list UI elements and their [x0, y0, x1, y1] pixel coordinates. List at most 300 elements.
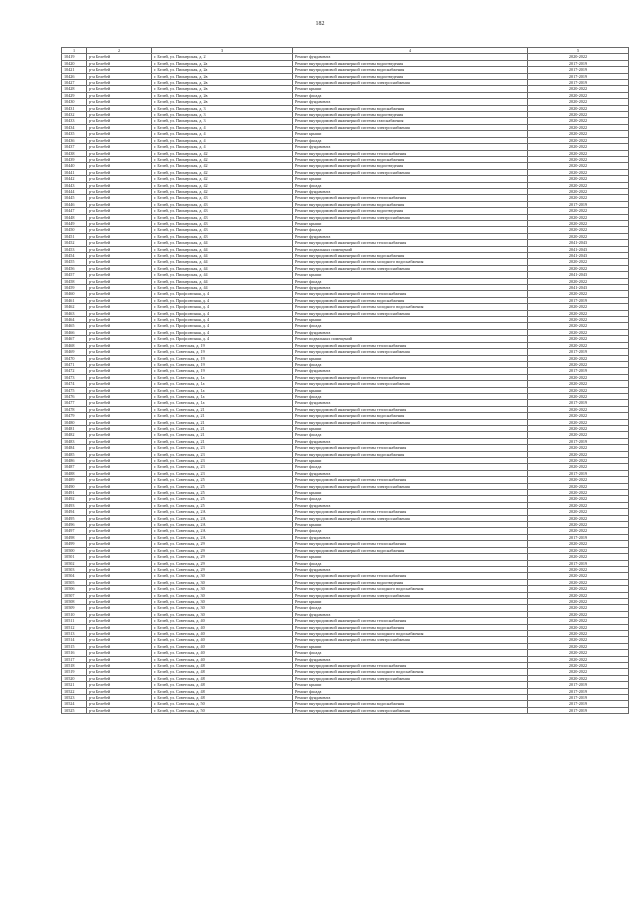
address-cell: г. Белей, ул. Пионерская, д. 43: [152, 220, 293, 226]
period-cell: 2020-2022: [528, 393, 629, 399]
row-number-cell: 10453: [62, 246, 87, 252]
row-number-cell: 10486: [62, 458, 87, 464]
address-cell: г. Белей, ул. Советская, д. 21: [152, 406, 293, 412]
table-row: [62, 707, 629, 713]
row-number-cell: 10443: [62, 182, 87, 188]
address-cell: г. Белей, ул. Советская, д. 40: [152, 643, 293, 649]
district-cell: р-н Белебей: [87, 650, 152, 656]
period-cell: 2017-2019: [528, 400, 629, 406]
row-number-cell: 10428: [62, 86, 87, 92]
district-cell: р-н Белебей: [87, 675, 152, 681]
row-number-cell: 10480: [62, 419, 87, 425]
district-cell: р-н Белебей: [87, 541, 152, 547]
district-cell: р-н Белебей: [87, 515, 152, 521]
address-cell: г. Белей, ул. Советская, д. 21: [152, 432, 293, 438]
row-number-cell: 10467: [62, 336, 87, 342]
header-col-1: 1: [62, 48, 87, 54]
address-cell: г. Белей, ул. Профсоюзная, д. 4: [152, 291, 293, 297]
row-number-cell: 10521: [62, 682, 87, 688]
district-cell: р-н Белебей: [87, 573, 152, 579]
period-cell: 2017-2019: [528, 688, 629, 694]
work-type-cell: Ремонт внутридомовой инженерной системы теплоснабжения: [293, 342, 528, 348]
address-cell: г. Белей, ул. Пионерская, д. 43: [152, 195, 293, 201]
district-cell: р-н Белебей: [87, 323, 152, 329]
row-number-cell: 10479: [62, 413, 87, 419]
address-cell: г. Белей, ул. Советская, д. 30: [152, 579, 293, 585]
district-cell: р-н Белебей: [87, 124, 152, 130]
address-cell: г. Белей, ул. Профсоюзная, д. 4: [152, 304, 293, 310]
work-type-cell: Ремонт фундамента: [293, 566, 528, 572]
table-body: [62, 48, 629, 714]
period-cell: 2020-2022: [528, 227, 629, 233]
period-cell: 2020-2022: [528, 675, 629, 681]
work-type-cell: Ремонт фасада: [293, 227, 528, 233]
district-cell: р-н Белебей: [87, 605, 152, 611]
work-type-cell: Ремонт фундамента: [293, 611, 528, 617]
row-number-cell: 10447: [62, 208, 87, 214]
row-number-cell: 10513: [62, 630, 87, 636]
district-cell: р-н Белебей: [87, 310, 152, 316]
period-cell: 2020-2022: [528, 541, 629, 547]
row-number-cell: 10420: [62, 60, 87, 66]
row-number-cell: 10461: [62, 297, 87, 303]
period-cell: 2020-2022: [528, 86, 629, 92]
period-cell: 2017-2019: [528, 438, 629, 444]
address-cell: г. Белей, ул. Советская, д. 1а: [152, 374, 293, 380]
district-cell: р-н Белебей: [87, 285, 152, 291]
district-cell: р-н Белебей: [87, 73, 152, 79]
row-number-cell: 10464: [62, 317, 87, 323]
period-cell: 2020-2022: [528, 419, 629, 425]
work-type-cell: Ремонт фасада: [293, 496, 528, 502]
address-cell: г. Белей, ул. Пионерская, д. 43: [152, 233, 293, 239]
work-type-cell: Ремонт фасада: [293, 323, 528, 329]
district-cell: р-н Белебей: [87, 682, 152, 688]
district-cell: р-н Белебей: [87, 131, 152, 137]
period-cell: 2020-2022: [528, 291, 629, 297]
work-type-cell: Ремонт фасада: [293, 432, 528, 438]
period-cell: 2020-2022: [528, 509, 629, 515]
row-number-cell: 10524: [62, 701, 87, 707]
row-number-cell: 10507: [62, 592, 87, 598]
period-cell: 2017-2019: [528, 201, 629, 207]
period-cell: 2020-2022: [528, 656, 629, 662]
work-type-cell: Ремонт крыши: [293, 387, 528, 393]
address-cell: г. Белей, ул. Пионерская, д. 2в: [152, 73, 293, 79]
district-cell: р-н Белебей: [87, 566, 152, 572]
work-type-cell: Ремонт фундамента: [293, 438, 528, 444]
address-cell: г. Белей, ул. Пионерская, д. 42: [152, 150, 293, 156]
district-cell: р-н Белебей: [87, 554, 152, 560]
row-number-cell: 10511: [62, 618, 87, 624]
row-number-cell: 10446: [62, 201, 87, 207]
period-cell: 2020-2022: [528, 233, 629, 239]
row-number-cell: 10432: [62, 112, 87, 118]
work-type-cell: Ремонт внутридомовой инженерной системы водоснабжения: [293, 156, 528, 162]
district-cell: р-н Белебей: [87, 528, 152, 534]
row-number-cell: 10458: [62, 278, 87, 284]
row-number-cell: 10483: [62, 438, 87, 444]
period-cell: 2020-2022: [528, 182, 629, 188]
district-cell: р-н Белебей: [87, 227, 152, 233]
district-cell: р-н Белебей: [87, 176, 152, 182]
address-cell: г. Белей, ул. Советская, д. 48: [152, 669, 293, 675]
address-cell: г. Белей, ул. Пионерская, д. 44: [152, 253, 293, 259]
district-cell: р-н Белебей: [87, 355, 152, 361]
district-cell: р-н Белебей: [87, 611, 152, 617]
district-cell: р-н Белебей: [87, 598, 152, 604]
district-cell: р-н Белебей: [87, 509, 152, 515]
address-cell: г. Белей, ул. Советская, д. 50: [152, 707, 293, 713]
row-number-cell: 10434: [62, 124, 87, 130]
district-cell: р-н Белебей: [87, 182, 152, 188]
work-type-cell: Ремонт внутридомовой инженерной системы электроснабжения: [293, 214, 528, 220]
address-cell: г. Белей, ул. Советская, д. 40: [152, 630, 293, 636]
row-number-cell: 10505: [62, 579, 87, 585]
address-cell: г. Белей, ул. Советская, д. 30: [152, 598, 293, 604]
address-cell: г. Белей, ул. Советская, д. 29: [152, 560, 293, 566]
district-cell: р-н Белебей: [87, 656, 152, 662]
row-number-cell: 10518: [62, 663, 87, 669]
district-cell: р-н Белебей: [87, 688, 152, 694]
period-cell: 2020-2022: [528, 598, 629, 604]
row-number-cell: 10433: [62, 118, 87, 124]
period-cell: 2020-2022: [528, 413, 629, 419]
period-cell: 2020-2022: [528, 150, 629, 156]
district-cell: р-н Белебей: [87, 470, 152, 476]
period-cell: 2020-2022: [528, 304, 629, 310]
row-number-cell: 10473: [62, 374, 87, 380]
address-cell: г. Белей, ул. Советская, д. 1а: [152, 393, 293, 399]
address-cell: г. Белей, ул. Советская, д. 1а: [152, 387, 293, 393]
district-cell: р-н Белебей: [87, 60, 152, 66]
period-cell: 2020-2022: [528, 387, 629, 393]
address-cell: г. Белей, ул. Пионерская, д. 43: [152, 227, 293, 233]
row-number-cell: 10465: [62, 323, 87, 329]
period-cell: 2017-2019: [528, 73, 629, 79]
district-cell: р-н Белебей: [87, 413, 152, 419]
address-cell: г. Белей, ул. Профсоюзная, д. 4: [152, 297, 293, 303]
work-type-cell: Ремонт фасада: [293, 278, 528, 284]
row-number-cell: 10515: [62, 643, 87, 649]
row-number-cell: 10491: [62, 490, 87, 496]
district-cell: р-н Белебей: [87, 547, 152, 553]
row-number-cell: 10454: [62, 253, 87, 259]
row-number-cell: 10421: [62, 67, 87, 73]
row-number-cell: 10510: [62, 611, 87, 617]
district-cell: р-н Белебей: [87, 54, 152, 60]
period-cell: 2020-2022: [528, 592, 629, 598]
period-cell: 2020-2022: [528, 432, 629, 438]
work-type-cell: Ремонт внутридомовой инженерной системы электроснабжения: [293, 515, 528, 521]
district-cell: р-н Белебей: [87, 374, 152, 380]
work-type-cell: Ремонт подвальных помещений: [293, 246, 528, 252]
period-cell: 2020-2022: [528, 502, 629, 508]
address-cell: г. Белей, ул. Советская, д. 29: [152, 554, 293, 560]
address-cell: г. Белей, ул. Советская, д. 25: [152, 477, 293, 483]
work-type-cell: Ремонт крыши: [293, 425, 528, 431]
work-type-cell: Ремонт фасада: [293, 688, 528, 694]
work-type-cell: Ремонт фасада: [293, 182, 528, 188]
row-number-cell: 10444: [62, 188, 87, 194]
district-cell: р-н Белебей: [87, 701, 152, 707]
period-cell: 2020-2022: [528, 547, 629, 553]
header-col-2: 2: [87, 48, 152, 54]
address-cell: г. Белей, ул. Пионерская, д. 4: [152, 131, 293, 137]
address-cell: г. Белей, ул. Советская, д. 25: [152, 490, 293, 496]
work-type-cell: Ремонт фундамента: [293, 400, 528, 406]
row-number-cell: 10502: [62, 560, 87, 566]
row-number-cell: 10522: [62, 688, 87, 694]
period-cell: 2020-2022: [528, 605, 629, 611]
period-cell: 2041-2043: [528, 253, 629, 259]
row-number-cell: 10426: [62, 73, 87, 79]
address-cell: г. Белей, ул. Советская, д. 1а: [152, 381, 293, 387]
period-cell: 2020-2022: [528, 650, 629, 656]
address-cell: г. Белей, ул. Советская, д. 40: [152, 637, 293, 643]
address-cell: г. Белей, ул. Советская, д. 19: [152, 368, 293, 374]
period-cell: 2020-2022: [528, 105, 629, 111]
period-cell: 2020-2022: [528, 169, 629, 175]
work-type-cell: Ремонт фундамента: [293, 502, 528, 508]
row-number-cell: 10427: [62, 80, 87, 86]
district-cell: р-н Белебей: [87, 387, 152, 393]
period-cell: 2020-2022: [528, 99, 629, 105]
district-cell: р-н Белебей: [87, 317, 152, 323]
work-type-cell: Ремонт внутридомовой инженерной системы водоотведения: [293, 208, 528, 214]
address-cell: г. Белей, ул. Пионерская, д. 43: [152, 201, 293, 207]
row-number-cell: 10455: [62, 259, 87, 265]
row-number-cell: 10456: [62, 265, 87, 271]
district-cell: р-н Белебей: [87, 201, 152, 207]
row-number-cell: 10451: [62, 233, 87, 239]
row-number-cell: 10492: [62, 496, 87, 502]
work-type-cell: Ремонт внутридомовой инженерной системы электроснабжения: [293, 592, 528, 598]
district-cell: р-н Белебей: [87, 188, 152, 194]
district-cell: р-н Белебей: [87, 643, 152, 649]
work-type-cell: Ремонт внутридомовой инженерной системы электроснабжения: [293, 169, 528, 175]
district-cell: р-н Белебей: [87, 458, 152, 464]
row-number-cell: 10471: [62, 361, 87, 367]
address-cell: г. Белей, ул. Пионерская, д. 44: [152, 278, 293, 284]
row-number-cell: 10476: [62, 393, 87, 399]
work-type-cell: Ремонт внутридомовой инженерной системы водоснабжения: [293, 253, 528, 259]
address-cell: г. Белей, ул. Советская, д. 25: [152, 502, 293, 508]
work-type-cell: Ремонт фундамента: [293, 534, 528, 540]
address-cell: г. Белей, ул. Советская, д. 30: [152, 592, 293, 598]
row-number-cell: 10509: [62, 605, 87, 611]
district-cell: р-н Белебей: [87, 483, 152, 489]
work-type-cell: Ремонт фасада: [293, 560, 528, 566]
work-type-cell: Ремонт крыши: [293, 522, 528, 528]
district-cell: р-н Белебей: [87, 464, 152, 470]
address-cell: г. Белей, ул. Советская, д. 1а: [152, 400, 293, 406]
district-cell: р-н Белебей: [87, 163, 152, 169]
district-cell: р-н Белебей: [87, 272, 152, 278]
work-type-cell: Ремонт внутридомовой инженерной системы водоснабжения: [293, 201, 528, 207]
address-cell: г. Белей, ул. Пионерская, д. 4: [152, 137, 293, 143]
work-type-cell: Ремонт крыши: [293, 176, 528, 182]
work-type-cell: Ремонт крыши: [293, 554, 528, 560]
address-cell: г. Белей, ул. Советская, д. 23: [152, 451, 293, 457]
period-cell: 2020-2022: [528, 458, 629, 464]
period-cell: 2020-2022: [528, 342, 629, 348]
period-cell: 2020-2022: [528, 214, 629, 220]
period-cell: 2017-2019: [528, 707, 629, 713]
work-type-cell: Ремонт фасада: [293, 92, 528, 98]
period-cell: 2020-2022: [528, 425, 629, 431]
address-cell: г. Белей, ул. Советская, д. 2А: [152, 534, 293, 540]
district-cell: р-н Белебей: [87, 291, 152, 297]
district-cell: р-н Белебей: [87, 432, 152, 438]
work-type-cell: Ремонт фасада: [293, 137, 528, 143]
row-number-cell: 10463: [62, 310, 87, 316]
work-type-cell: Ремонт внутридомовой инженерной системы водоотведения: [293, 60, 528, 66]
period-cell: 2041-2043: [528, 272, 629, 278]
period-cell: 2020-2022: [528, 92, 629, 98]
address-cell: г. Белей, ул. Советская, д. 40: [152, 656, 293, 662]
period-cell: 2017-2019: [528, 470, 629, 476]
period-cell: 2020-2022: [528, 195, 629, 201]
period-cell: 2020-2022: [528, 317, 629, 323]
work-type-cell: Ремонт внутридомовой инженерной системы холодного водоснабжения: [293, 259, 528, 265]
period-cell: 2020-2022: [528, 323, 629, 329]
period-cell: 2017-2019: [528, 534, 629, 540]
district-cell: р-н Белебей: [87, 381, 152, 387]
work-type-cell: Ремонт внутридомовой инженерной системы теплоснабжения: [293, 663, 528, 669]
row-number-cell: 10508: [62, 598, 87, 604]
row-number-cell: 10494: [62, 509, 87, 515]
row-number-cell: 10499: [62, 541, 87, 547]
row-number-cell: 10496: [62, 522, 87, 528]
capital-repair-table: [61, 47, 629, 714]
row-number-cell: 10490: [62, 483, 87, 489]
district-cell: р-н Белебей: [87, 669, 152, 675]
row-number-cell: 10475: [62, 387, 87, 393]
period-cell: 2020-2022: [528, 144, 629, 150]
address-cell: г. Белей, ул. Пионерская, д. 2в: [152, 80, 293, 86]
district-cell: р-н Белебей: [87, 451, 152, 457]
work-type-cell: Ремонт внутридомовой инженерной системы холодного водоснабжения: [293, 304, 528, 310]
work-type-cell: Ремонт крыши: [293, 643, 528, 649]
period-cell: 2041-2043: [528, 246, 629, 252]
period-cell: 2020-2022: [528, 637, 629, 643]
work-type-cell: Ремонт внутридомовой инженерной системы теплоснабжения: [293, 618, 528, 624]
row-number-cell: 10472: [62, 368, 87, 374]
period-cell: 2020-2022: [528, 112, 629, 118]
row-number-cell: 10519: [62, 669, 87, 675]
period-cell: 2020-2022: [528, 188, 629, 194]
address-cell: г. Белей, ул. Советская, д. 19: [152, 349, 293, 355]
address-cell: г. Белей, ул. Пионерская, д. 42: [152, 163, 293, 169]
address-cell: г. Белей, ул. Советская, д. 23: [152, 458, 293, 464]
district-cell: р-н Белебей: [87, 361, 152, 367]
row-number-cell: 10437: [62, 144, 87, 150]
address-cell: г. Белей, ул. Советская, д. 40: [152, 650, 293, 656]
period-cell: 2017-2019: [528, 701, 629, 707]
district-cell: р-н Белебей: [87, 214, 152, 220]
row-number-cell: 10488: [62, 470, 87, 476]
district-cell: р-н Белебей: [87, 630, 152, 636]
period-cell: 2017-2019: [528, 682, 629, 688]
period-cell: 2017-2019: [528, 560, 629, 566]
row-number-cell: 10431: [62, 105, 87, 111]
header-col-4: 4: [293, 48, 528, 54]
work-type-cell: Ремонт крыши: [293, 355, 528, 361]
period-cell: 2020-2022: [528, 124, 629, 130]
period-cell: 2020-2022: [528, 663, 629, 669]
work-type-cell: Ремонт внутридомовой инженерной системы электроснабжения: [293, 349, 528, 355]
district-cell: р-н Белебей: [87, 419, 152, 425]
period-cell: 2017-2019: [528, 80, 629, 86]
district-cell: р-н Белебей: [87, 259, 152, 265]
address-cell: г. Белей, ул. Пионерская, д. 42: [152, 169, 293, 175]
period-cell: 2020-2022: [528, 361, 629, 367]
row-number-cell: 10516: [62, 650, 87, 656]
period-cell: 2020-2022: [528, 137, 629, 143]
address-cell: г. Белей, ул. Пионерская, д. 44: [152, 240, 293, 246]
page-number: 182: [315, 21, 325, 27]
address-cell: г. Белей, ул. Советская, д. 21: [152, 438, 293, 444]
work-type-cell: Ремонт фундамента: [293, 329, 528, 335]
address-cell: г. Белей, ул. Профсоюзная, д. 4: [152, 310, 293, 316]
work-type-cell: Ремонт внутридомовой инженерной системы электроснабжения: [293, 124, 528, 130]
district-cell: р-н Белебей: [87, 137, 152, 143]
work-type-cell: Ремонт внутридомовой инженерной системы водоснабжения: [293, 547, 528, 553]
period-cell: 2020-2022: [528, 208, 629, 214]
address-cell: г. Белей, ул. Советская, д. 23: [152, 470, 293, 476]
address-cell: г. Белей, ул. Советская, д. 30: [152, 611, 293, 617]
period-cell: 2020-2022: [528, 118, 629, 124]
district-cell: р-н Белебей: [87, 477, 152, 483]
row-number-cell: 10429: [62, 92, 87, 98]
work-type-cell: Ремонт фундамента: [293, 695, 528, 701]
row-number-cell: 10477: [62, 400, 87, 406]
work-type-cell: Ремонт фундамента: [293, 144, 528, 150]
district-cell: р-н Белебей: [87, 208, 152, 214]
address-cell: г. Белей, ул. Пионерская, д. 4: [152, 144, 293, 150]
work-type-cell: Ремонт внутридомовой инженерной системы электроснабжения: [293, 80, 528, 86]
address-cell: г. Белей, ул. Пионерская, д. 42: [152, 188, 293, 194]
address-cell: г. Белей, ул. Пионерская, д. 44: [152, 246, 293, 252]
period-cell: 2020-2022: [528, 586, 629, 592]
work-type-cell: Ремонт внутридомовой инженерной системы водоснабжения: [293, 67, 528, 73]
period-cell: 2020-2022: [528, 278, 629, 284]
work-type-cell: Ремонт внутридомовой инженерной системы холодного водоснабжения: [293, 630, 528, 636]
period-cell: 2020-2022: [528, 163, 629, 169]
district-cell: р-н Белебей: [87, 400, 152, 406]
work-type-cell: Ремонт внутридомовой инженерной системы теплоснабжения: [293, 509, 528, 515]
district-cell: р-н Белебей: [87, 297, 152, 303]
district-cell: р-н Белебей: [87, 592, 152, 598]
row-number-cell: 10500: [62, 547, 87, 553]
address-cell: г. Белей, ул. Советская, д. 2А: [152, 509, 293, 515]
work-type-cell: Ремонт фасада: [293, 464, 528, 470]
period-cell: 2020-2022: [528, 630, 629, 636]
address-cell: г. Белей, ул. Профсоюзная, д. 4: [152, 336, 293, 342]
row-number-cell: 10493: [62, 502, 87, 508]
row-number-cell: 10495: [62, 515, 87, 521]
district-cell: р-н Белебей: [87, 304, 152, 310]
row-number-cell: 10506: [62, 586, 87, 592]
address-cell: г. Белей, ул. Пионерская, д. 3: [152, 112, 293, 118]
header-col-5: 5: [528, 48, 629, 54]
work-type-cell: Ремонт внутридомовой инженерной системы водоснабжения: [293, 413, 528, 419]
row-number-cell: 10468: [62, 342, 87, 348]
row-number-cell: 10435: [62, 131, 87, 137]
row-number-cell: 10470: [62, 355, 87, 361]
work-type-cell: Ремонт внутридомовой инженерной системы теплоснабжения: [293, 150, 528, 156]
